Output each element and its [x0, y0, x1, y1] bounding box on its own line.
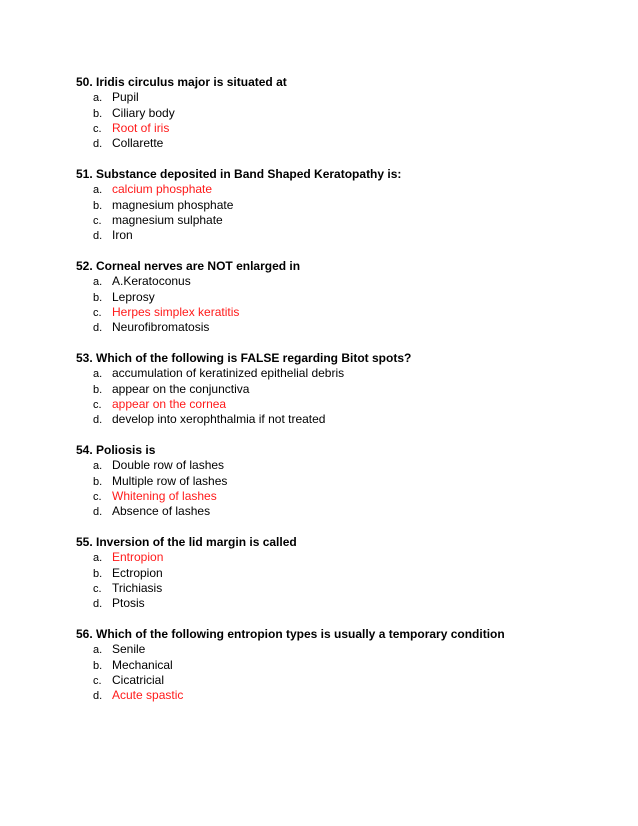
answer-option	[76, 596, 596, 611]
answer-option	[76, 320, 596, 335]
option-text: Ectropion	[112, 565, 163, 580]
option-letter: c.	[93, 306, 102, 319]
answer-option	[76, 673, 596, 688]
option-letter: b.	[93, 383, 103, 396]
option-list	[76, 182, 596, 243]
answer-option	[76, 566, 596, 581]
answer-option-correct	[76, 489, 596, 504]
option-text: appear on the cornea	[112, 396, 227, 411]
option-text: Neurofibromatosis	[112, 320, 210, 335]
option-letter: c.	[93, 674, 102, 687]
option-text: Ciliary body	[112, 105, 175, 120]
question-block	[76, 443, 596, 519]
option-letter: a.	[93, 644, 103, 657]
option-text: calcium phosphate	[112, 182, 213, 197]
option-letter: a.	[93, 184, 103, 197]
answer-option	[76, 474, 596, 489]
option-text: A.Keratoconus	[112, 274, 191, 289]
question-block	[76, 75, 596, 151]
answer-option	[76, 290, 596, 305]
answer-option	[76, 658, 596, 673]
option-text: Leprosy	[112, 289, 155, 304]
option-letter: c.	[93, 214, 102, 227]
question-block	[76, 259, 596, 335]
option-text: magnesium sulphate	[112, 212, 223, 227]
question-text: 53. Which of the following is FALSE regarding Bitot spots?	[76, 350, 412, 365]
answer-option	[76, 458, 596, 473]
option-letter: a.	[93, 368, 103, 381]
answer-option	[76, 136, 596, 151]
question-text: 55. Inversion of the lid margin is called	[76, 534, 297, 549]
option-letter: b.	[93, 567, 103, 580]
option-letter: d.	[93, 322, 103, 335]
option-text: Cicatricial	[112, 672, 165, 687]
answer-option	[76, 642, 596, 657]
question-text: 52. Corneal nerves are NOT enlarged in	[76, 258, 301, 273]
option-text: Multiple row of lashes	[112, 473, 228, 488]
answer-option	[76, 228, 596, 243]
answer-option	[76, 90, 596, 105]
option-letter: d.	[93, 690, 103, 703]
question-block	[76, 627, 596, 703]
option-letter: c.	[93, 582, 102, 595]
option-list	[76, 366, 596, 427]
option-letter: d.	[93, 506, 103, 519]
option-letter: c.	[93, 122, 102, 135]
option-letter: d.	[93, 230, 103, 243]
question-text: 50. Iridis circulus major is situated at	[76, 75, 287, 89]
option-letter: b.	[93, 475, 103, 488]
answer-option	[76, 382, 596, 397]
question-block	[76, 535, 596, 611]
question-list	[76, 75, 596, 719]
answer-option	[76, 106, 596, 121]
option-text: Collarette	[112, 136, 164, 151]
answer-option-correct	[76, 182, 596, 197]
option-letter: a.	[93, 276, 103, 289]
option-letter: c.	[93, 490, 102, 503]
question-text: 51. Substance deposited in Band Shaped Keratopathy is:	[76, 166, 402, 181]
answer-option	[76, 366, 596, 381]
option-text: Mechanical	[112, 657, 173, 672]
question-text: 54. Poliosis is	[76, 442, 156, 457]
option-text: Acute spastic	[112, 688, 184, 703]
option-text: Absence of lashes	[112, 504, 211, 519]
option-text: Root of iris	[112, 120, 170, 135]
option-text: develop into xerophthalmia if not treated	[112, 412, 326, 427]
option-letter: d.	[93, 138, 103, 151]
answer-option-correct	[76, 121, 596, 136]
option-text: Whitening of lashes	[112, 488, 217, 503]
option-letter: a.	[93, 92, 103, 105]
answer-option-correct	[76, 550, 596, 565]
option-text: accumulation of keratinized epithelial debris	[112, 366, 345, 381]
option-letter: b.	[93, 199, 103, 212]
option-text: appear on the conjunctiva	[112, 381, 250, 396]
option-letter: d.	[93, 598, 103, 611]
option-text: Herpes simplex keratitis	[112, 304, 240, 319]
option-text: Senile	[112, 642, 146, 657]
option-list	[76, 550, 596, 611]
option-list	[76, 642, 596, 703]
answer-option-correct	[76, 397, 596, 412]
option-letter: b.	[93, 291, 103, 304]
option-list	[76, 90, 596, 151]
question-block	[76, 167, 596, 243]
option-text: magnesium phosphate	[112, 197, 234, 212]
answer-option	[76, 198, 596, 213]
question-text: 56. Which of the following entropion types is usually a temporary condition	[76, 626, 505, 641]
option-letter: c.	[93, 398, 102, 411]
option-letter: a.	[93, 460, 103, 473]
answer-option-correct	[76, 688, 596, 703]
option-list	[76, 274, 596, 335]
option-letter: b.	[93, 107, 103, 120]
answer-option	[76, 274, 596, 289]
answer-option	[76, 581, 596, 596]
option-letter: b.	[93, 659, 103, 672]
option-text: Entropion	[112, 550, 164, 565]
option-text: Pupil	[112, 90, 139, 105]
option-letter: a.	[93, 552, 103, 565]
option-text: Double row of lashes	[112, 458, 225, 473]
option-letter: d.	[93, 414, 103, 427]
question-block	[76, 351, 596, 427]
option-text: Iron	[112, 228, 133, 243]
answer-option	[76, 213, 596, 228]
answer-option-correct	[76, 305, 596, 320]
answer-option	[76, 412, 596, 427]
option-text: Ptosis	[112, 596, 145, 611]
option-list	[76, 458, 596, 519]
answer-option	[76, 504, 596, 519]
option-text: Trichiasis	[112, 580, 163, 595]
